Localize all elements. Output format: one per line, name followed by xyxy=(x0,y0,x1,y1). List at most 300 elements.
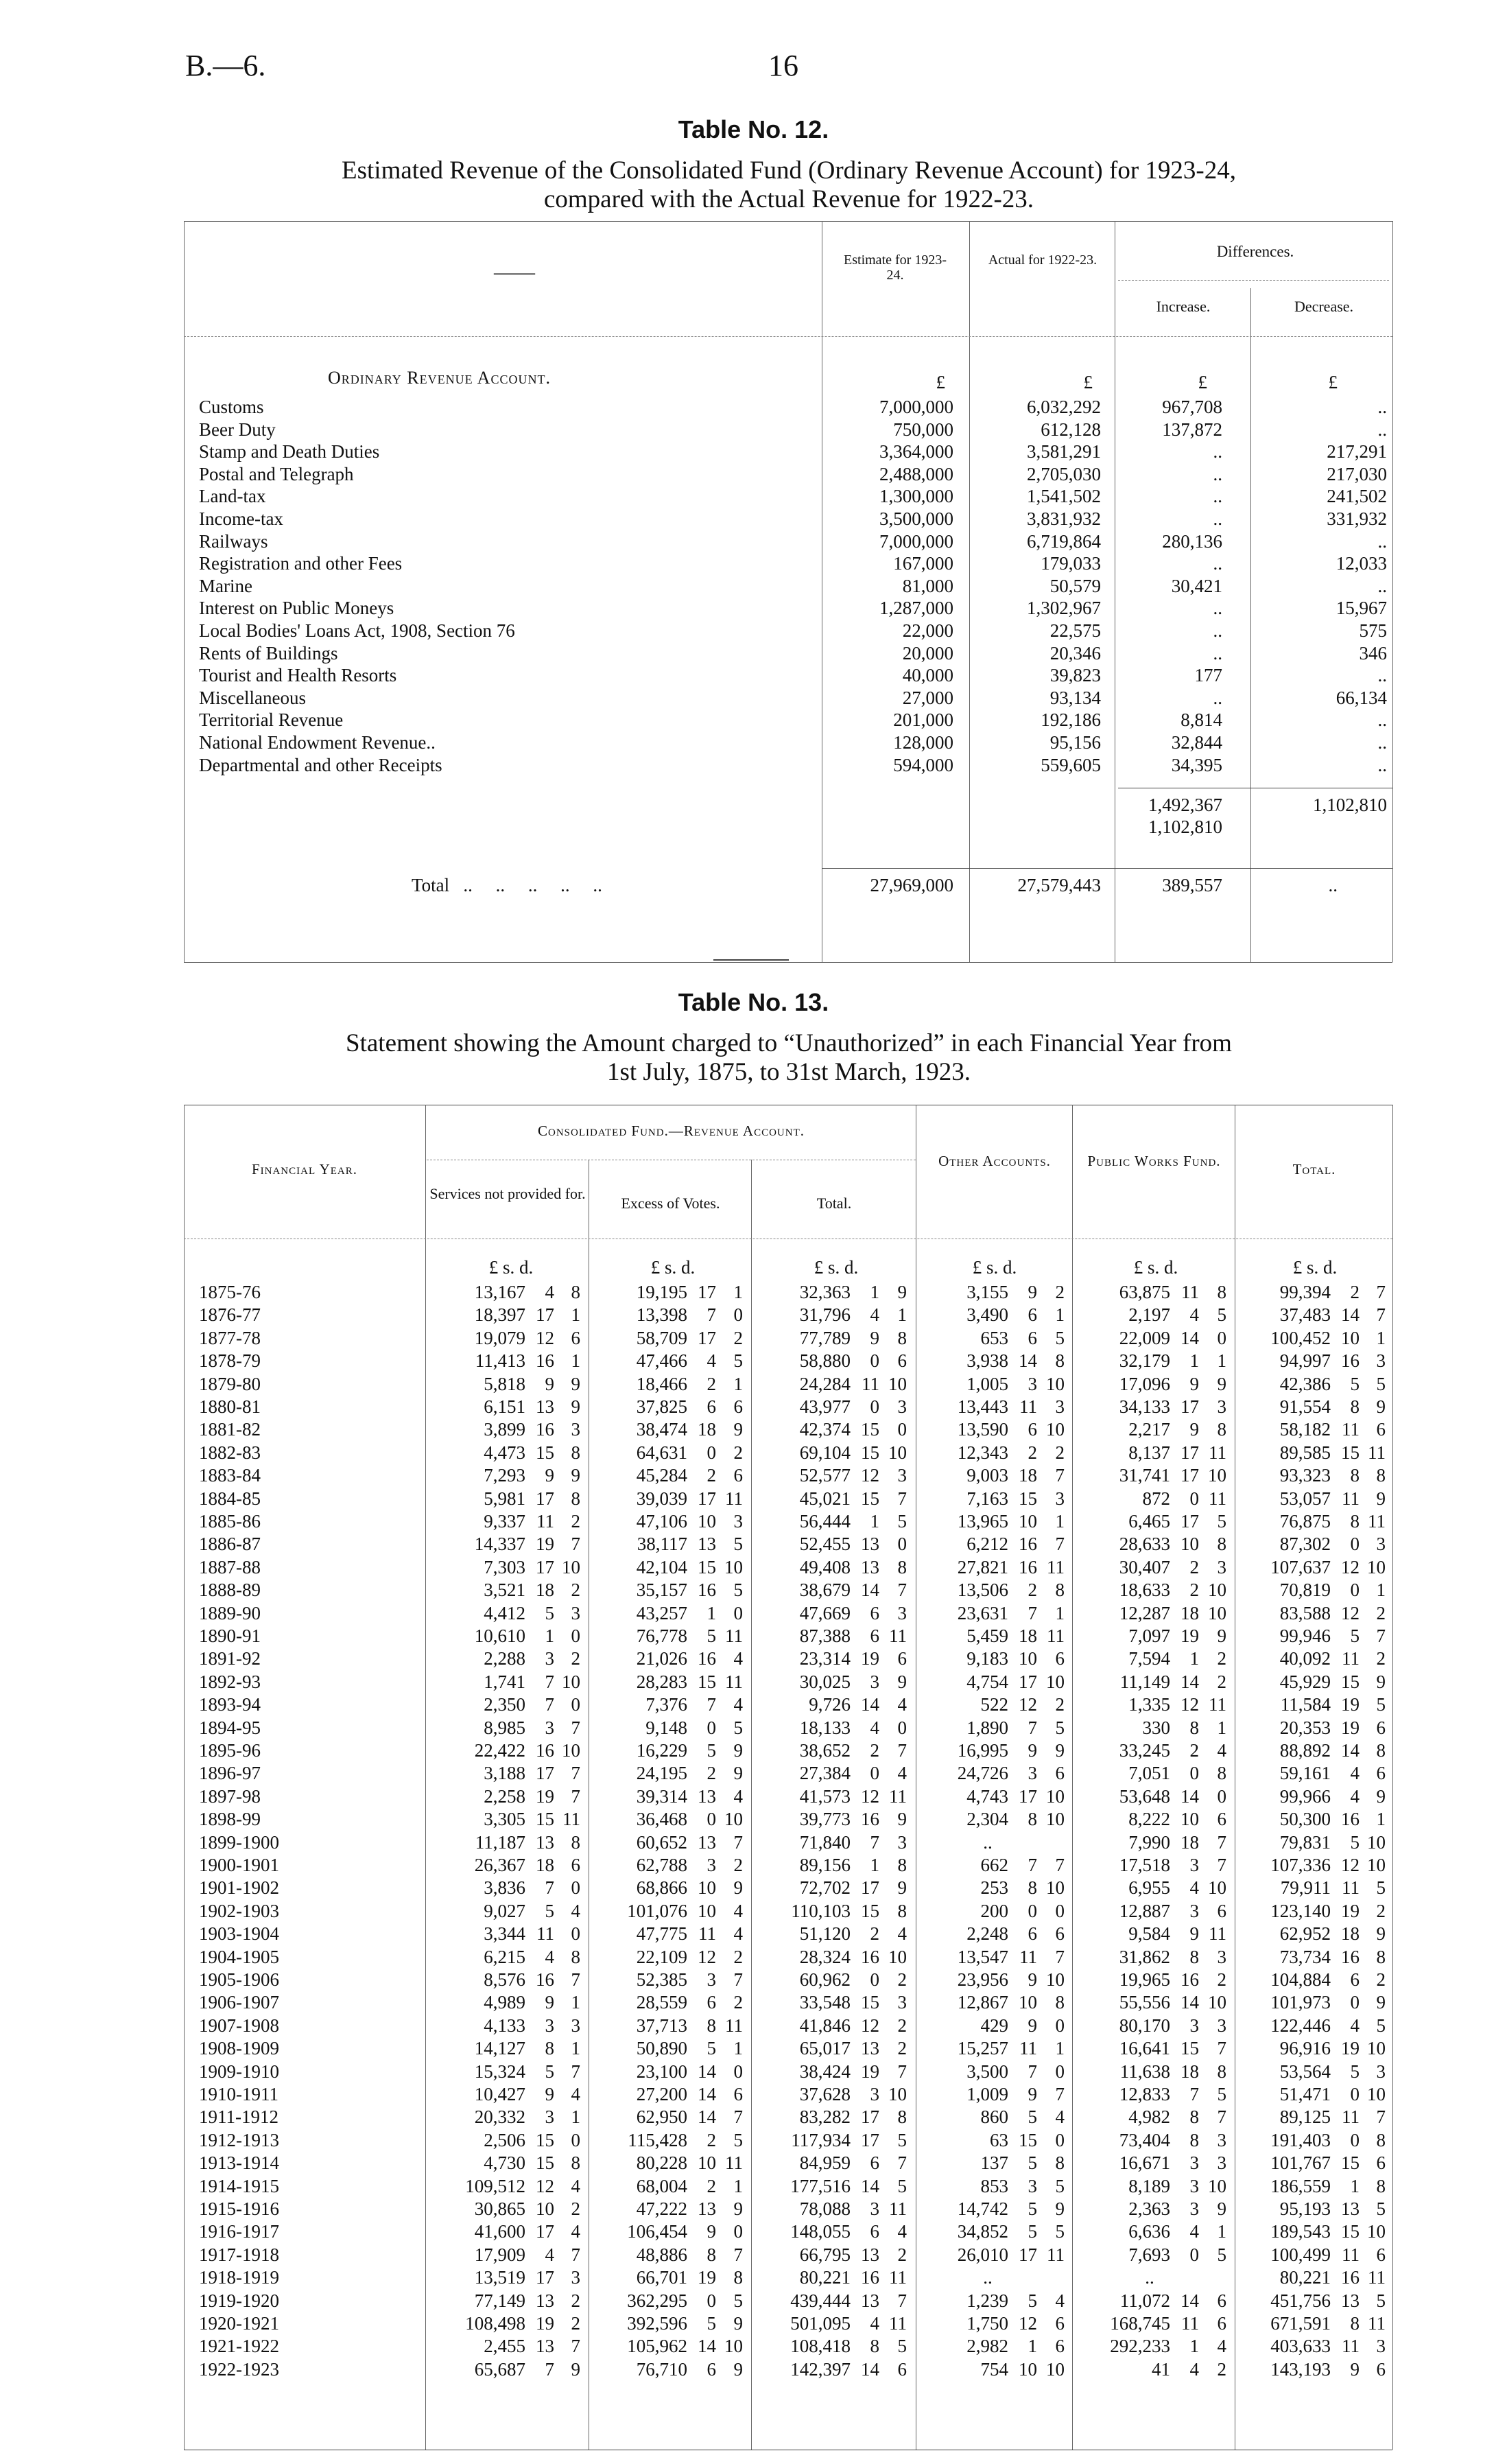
table13-cell: 0 xyxy=(870,1969,879,1990)
table13-cell: 23,314 xyxy=(799,1648,851,1669)
table13-cell: 1 xyxy=(545,1626,554,1646)
table13-cell: 30,865 xyxy=(474,2198,525,2219)
table13-cell: 1 xyxy=(870,1511,879,1532)
table13-cell: 8 xyxy=(1350,1465,1360,1486)
table12-cell-actual: 1,541,502 xyxy=(1027,486,1101,506)
table13-cell: 11 xyxy=(1342,1648,1360,1669)
table12-row-label: Departmental and other Receipts xyxy=(199,755,442,775)
table13-cell: 11 xyxy=(1342,2336,1360,2356)
table13-cell: 19 xyxy=(1341,1717,1360,1738)
table13-cell: 31,862 xyxy=(1119,1947,1170,1967)
table13-cell: 8 xyxy=(571,2152,580,2173)
table13-cell: 76,875 xyxy=(1279,1511,1331,1532)
table13-cell: 3 xyxy=(1217,1396,1226,1417)
table13-cell: 17 xyxy=(698,1488,716,1509)
table13-cell: 32,179 xyxy=(1119,1350,1170,1371)
table13-cell: 3 xyxy=(897,1832,907,1853)
table13-cell: 99,394 xyxy=(1279,1282,1331,1302)
table13-cell: 0 xyxy=(707,1809,716,1829)
table13-cell: 3 xyxy=(707,1855,716,1875)
table13-cell: 17 xyxy=(536,2221,554,2242)
table13-cell: 62,950 xyxy=(636,2107,687,2127)
table13-cell: 1 xyxy=(1189,1350,1199,1371)
table13-cell: 5 xyxy=(545,1603,554,1623)
table13-cell: 6 xyxy=(1376,2152,1386,2173)
table12-cell-actual: 559,605 xyxy=(1041,755,1101,775)
table13-cell: 2,506 xyxy=(484,2130,525,2150)
table12-cell-estimate: 7,000,000 xyxy=(879,397,953,417)
table13-cell: 21,026 xyxy=(636,1648,687,1669)
table13-cell: 10 xyxy=(1180,1809,1199,1829)
table13-cell: 11 xyxy=(698,1923,716,1944)
table13-cell: 7 xyxy=(571,2244,580,2265)
table13-cell: 0 xyxy=(733,1304,743,1325)
table13-cell: 16 xyxy=(861,2267,879,2288)
table13-cell: 5 xyxy=(733,2290,743,2311)
table13-cell: 9 xyxy=(1376,1488,1386,1509)
table12-total-rule xyxy=(822,868,1392,869)
table13-cell: 59,161 xyxy=(1279,1763,1331,1783)
table13-cell: 3 xyxy=(545,1648,554,1669)
table13-cell: 15 xyxy=(861,1442,879,1463)
table13-cell: 8 xyxy=(1217,2061,1226,2082)
table13-cell: 7 xyxy=(733,1969,743,1990)
table13-cell: 15 xyxy=(536,2152,554,2173)
table13-cell: 13 xyxy=(861,2038,879,2058)
table13-cell: 6,955 xyxy=(1128,1877,1170,1898)
table13-cell: 18 xyxy=(1019,1465,1037,1486)
table13-cell: 4 xyxy=(1350,1786,1360,1807)
table13-cell: 107,336 xyxy=(1270,1855,1331,1875)
table13-cell: 8 xyxy=(897,1855,907,1875)
table12-row-label: National Endowment Revenue.. xyxy=(199,732,436,753)
table13-year: 1897-98 xyxy=(199,1786,261,1807)
table13-cell: 10 xyxy=(1046,1374,1065,1394)
table13-year: 1906-1907 xyxy=(199,1992,279,2013)
table13-cell: 7,693 xyxy=(1128,2244,1170,2265)
table13-cell: 10 xyxy=(1367,1557,1386,1577)
table12-differences-rule xyxy=(1118,280,1389,281)
table13-cell: 7 xyxy=(545,1694,554,1715)
table13-cell: 0 xyxy=(571,2130,580,2150)
table13-cell: 7 xyxy=(1055,1855,1065,1875)
table13-cell: 1 xyxy=(571,1992,580,2013)
table13-year: 1875-76 xyxy=(199,1282,261,1302)
table13-cell: 70,819 xyxy=(1279,1580,1331,1600)
table13-cell: 14 xyxy=(1180,1328,1199,1348)
table13-cell: 15 xyxy=(1019,1488,1037,1509)
table13-cell: 7,990 xyxy=(1128,1832,1170,1853)
table13-cell: 2,197 xyxy=(1128,1304,1170,1325)
table13-cell: 9 xyxy=(733,1740,743,1761)
table12-row-label: Income-tax xyxy=(199,508,283,529)
table13-cell: 17 xyxy=(536,1557,554,1577)
table13-cell: 58,709 xyxy=(636,1328,687,1348)
table13-cell: 6 xyxy=(1028,1419,1037,1440)
table12-cell-estimate: 40,000 xyxy=(902,665,953,685)
table13-cell: 23,100 xyxy=(636,2061,687,2082)
table13-cell: 4,412 xyxy=(484,1603,525,1623)
table13-cell: 7 xyxy=(897,2061,907,2082)
table13-cell: 177,516 xyxy=(790,2176,851,2196)
table13-cell: 15 xyxy=(1341,1442,1360,1463)
table13-cell: 2 xyxy=(870,1740,879,1761)
table13-caption-line1: Statement showing the Amount charged to “Unauthorized” in each Financial Year from xyxy=(346,1029,1232,1057)
table12-col-rule xyxy=(1250,288,1251,962)
table13-cell: 0 xyxy=(571,1694,580,1715)
table13-cell: 0 xyxy=(707,1442,716,1463)
table13-cell: 19,965 xyxy=(1119,1969,1170,1990)
table13-cell: 65,687 xyxy=(474,2359,525,2380)
table12-col-decrease: Decrease. xyxy=(1294,298,1354,315)
table13-cell: 9 xyxy=(1028,2084,1037,2104)
table13-lsd: £ s. d. xyxy=(1292,1257,1338,1278)
table13-cell: 16 xyxy=(536,1969,554,1990)
table13-cell: 6 xyxy=(1217,2313,1226,2334)
table13-cell: 0 xyxy=(1055,1901,1065,1921)
table13-cell: 24,726 xyxy=(957,1763,1008,1783)
table13-cell: 2,258 xyxy=(484,1786,525,1807)
table13-cell: 2 xyxy=(733,1442,743,1463)
table12-col-rule xyxy=(969,221,970,962)
table13-cell: 83,282 xyxy=(799,2107,851,2127)
table12-cell-actual: 6,719,864 xyxy=(1027,531,1101,552)
table13-cell: 31,796 xyxy=(799,1304,851,1325)
table13-cell: 96,916 xyxy=(1279,2038,1331,2058)
table13-cell: 6,636 xyxy=(1128,2221,1170,2242)
table13-cell: 4,730 xyxy=(484,2152,525,2173)
table13-cell: 68,866 xyxy=(636,1877,687,1898)
table13-cell: 12 xyxy=(861,1786,879,1807)
table13-cell: 7,097 xyxy=(1128,1626,1170,1646)
table13-cell: 7 xyxy=(707,1304,716,1325)
table13-cell: 9 xyxy=(545,1992,554,2013)
table13-cell: 7 xyxy=(1055,1534,1065,1554)
table13-cell: 5,459 xyxy=(966,1626,1008,1646)
table12-cell-increase: .. xyxy=(1213,486,1222,506)
table13-cell: 5 xyxy=(897,2130,907,2150)
table13-cell: 9 xyxy=(571,1396,580,1417)
table13-cell: 5 xyxy=(897,1511,907,1532)
table13-cell: 62,788 xyxy=(636,1855,687,1875)
table13-cell: 13,547 xyxy=(957,1947,1008,1967)
table13-cell: 14 xyxy=(1019,1350,1037,1371)
table13-cell: 15 xyxy=(536,1442,554,1463)
table12-header-rule xyxy=(184,336,1392,337)
table13-cell: 7,163 xyxy=(966,1488,1008,1509)
table13-cell: 4 xyxy=(1189,2359,1199,2380)
table13-year: 1890-91 xyxy=(199,1626,261,1646)
table13-cell: 9 xyxy=(1376,1396,1386,1417)
table13-cell: 87,388 xyxy=(799,1626,851,1646)
table13-cell: 43,977 xyxy=(799,1396,851,1417)
table13-cell: 52,455 xyxy=(799,1534,851,1554)
table13-year: 1877-78 xyxy=(199,1328,261,1348)
table13-cell: 1 xyxy=(707,1603,716,1623)
table13-cell: 1 xyxy=(1376,1328,1386,1348)
table13-cell: 79,831 xyxy=(1279,1832,1331,1853)
table13-cell: 11,638 xyxy=(1119,2061,1170,2082)
table13-year: 1886-87 xyxy=(199,1534,261,1554)
table13-cell: 2 xyxy=(707,1465,716,1486)
table13-cell: 123,140 xyxy=(1270,1901,1331,1921)
table13-cell: 0 xyxy=(1217,1786,1226,1807)
table13-cell: 10 xyxy=(888,1374,907,1394)
table13-cell: 7 xyxy=(1376,1626,1386,1646)
table13-cell: 11 xyxy=(889,2267,907,2288)
table13-cell: 0 xyxy=(897,1534,907,1554)
table13-cell: 1 xyxy=(733,2038,743,2058)
table13-cell: 7 xyxy=(571,1717,580,1738)
table13-cell: 7 xyxy=(571,2336,580,2356)
table13-cell: 4 xyxy=(870,1304,879,1325)
table13-cell: 362,295 xyxy=(627,2290,687,2311)
table12-right-rule xyxy=(1392,221,1393,962)
table13-cell: 4 xyxy=(1189,2221,1199,2242)
table13-col-year: Financial Year. xyxy=(251,1161,358,1177)
table13-year: 1898-99 xyxy=(199,1809,261,1829)
table13-cell: 7 xyxy=(733,2244,743,2265)
table13-cell: 18,133 xyxy=(799,1717,851,1738)
table13-cell: 34,133 xyxy=(1119,1396,1170,1417)
table13-cell: 33,548 xyxy=(799,1992,851,2013)
table13-cell: 79,911 xyxy=(1280,1877,1331,1898)
table13-cell: 2 xyxy=(1028,1580,1037,1600)
table13-cell: 18 xyxy=(698,1419,716,1440)
table13-cell: 0 xyxy=(571,1877,580,1898)
table13-cell: 10 xyxy=(1367,2084,1386,2104)
table13-cell: 49,408 xyxy=(799,1557,851,1577)
table13-cell: 19 xyxy=(1341,1694,1360,1715)
table13-cell: 501,095 xyxy=(790,2313,851,2334)
table13-cell: 14 xyxy=(698,2107,716,2127)
table13-cell: 1 xyxy=(1376,1580,1386,1600)
table13-cell: 8 xyxy=(1376,2130,1386,2150)
table13-cell: 7 xyxy=(1028,1855,1037,1875)
table12-title: Table No. 12. xyxy=(678,115,829,143)
table13-cell: 7 xyxy=(897,1580,907,1600)
table12-cell-decrease: 575 xyxy=(1359,620,1387,641)
table13-cell: 191,403 xyxy=(1270,2130,1331,2150)
table13-cell: 11 xyxy=(725,2152,743,2173)
table13-cell: 12 xyxy=(698,1947,716,1967)
table13-cell: 13,965 xyxy=(957,1511,1008,1532)
table13-year: 1917-1918 xyxy=(199,2244,279,2265)
table13-cell: 2 xyxy=(1376,1648,1386,1669)
table13-cell: 1 xyxy=(897,1304,907,1325)
table12-cell-decrease: 15,967 xyxy=(1336,598,1387,618)
table13-cell: 8 xyxy=(1055,1992,1065,2013)
table13-cell: 7 xyxy=(733,2107,743,2127)
table13-cell: 7,594 xyxy=(1128,1648,1170,1669)
table13-cell: 30,407 xyxy=(1119,1557,1170,1577)
table13-cell: 89,585 xyxy=(1279,1442,1331,1463)
table13-cell: 13 xyxy=(536,1396,554,1417)
table13-cell: 38,117 xyxy=(637,1534,687,1554)
table13-cell: 143,193 xyxy=(1270,2359,1331,2380)
table13-cell: 13 xyxy=(1341,2198,1360,2219)
table13-cell: 13 xyxy=(698,1786,716,1807)
table13-cell: 37,483 xyxy=(1279,1304,1331,1325)
table13-cell: 5 xyxy=(707,2313,716,2334)
table13-cell: 3 xyxy=(1189,2176,1199,2196)
table13-cell: 7 xyxy=(1376,1304,1386,1325)
table13-cell: 6 xyxy=(1217,1901,1226,1921)
table13-cell: 7 xyxy=(707,1694,716,1715)
table13-cell: 11 xyxy=(536,1511,554,1532)
table13-cell: 5 xyxy=(707,1626,716,1646)
table13-cell: 4,989 xyxy=(484,1992,525,2013)
table12-cell-estimate: 1,300,000 xyxy=(879,486,953,506)
table13-cell: 8 xyxy=(1189,1717,1199,1738)
table13-lsd: £ s. d. xyxy=(814,1257,859,1278)
table13-cell: 16 xyxy=(861,1809,879,1829)
table13-cell: 11 xyxy=(1342,1877,1360,1898)
table12-cell-actual: 93,134 xyxy=(1049,688,1101,708)
table13-cell: 11 xyxy=(1181,2313,1199,2334)
table13-cell: 16 xyxy=(1019,1534,1037,1554)
table13-col-pwf: Public Works Fund. xyxy=(1087,1153,1221,1169)
table13-cell: 18 xyxy=(1180,1603,1199,1623)
table13-cell: 2 xyxy=(571,2198,580,2219)
table12-cell-estimate: 750,000 xyxy=(893,419,953,440)
table13-cell: 5 xyxy=(545,2061,554,2082)
table13-year: 1904-1905 xyxy=(199,1947,279,1967)
table13-cell: 1 xyxy=(1376,1809,1386,1829)
table13-cell: 0 xyxy=(733,2061,743,2082)
table12-cell-actual: 20,346 xyxy=(1049,643,1101,664)
table13-cell: 2 xyxy=(733,1855,743,1875)
table13-cell: 18 xyxy=(536,1855,554,1875)
table13-cell: 17 xyxy=(1180,1465,1199,1486)
table13-cell: 0 xyxy=(897,1717,907,1738)
table13-cell: 28,633 xyxy=(1119,1534,1170,1554)
table13-year: 1913-1914 xyxy=(199,2152,279,2173)
table13-cell: 10 xyxy=(1208,1877,1226,1898)
table13-cell: 9,337 xyxy=(484,1511,525,1532)
table12-cell-decrease: 331,932 xyxy=(1327,508,1387,529)
table13-cell: 2,304 xyxy=(966,1809,1008,1829)
table13-cell: 19 xyxy=(861,2061,879,2082)
table13-cell: 0 xyxy=(1055,2061,1065,2082)
table13-cell: 63 xyxy=(990,2130,1008,2150)
table13-cell: 10 xyxy=(698,1877,716,1898)
table13-cell: 10 xyxy=(1208,1603,1226,1623)
table13-cell: 10 xyxy=(888,1442,907,1463)
table13-cell: 6 xyxy=(1217,2290,1226,2311)
table13-cell: 41,846 xyxy=(799,2015,851,2036)
table13-cell: 2 xyxy=(1217,1969,1226,1990)
table13-cell: 0 xyxy=(707,2290,716,2311)
table13-cell: 16 xyxy=(861,1947,879,1967)
table13-cell: 9 xyxy=(733,2359,743,2380)
table13-cell: 2 xyxy=(707,1763,716,1783)
table13-cell: 11 xyxy=(1181,1282,1199,1302)
table13-cell: 42,386 xyxy=(1279,1374,1331,1394)
table13-year: 1908-1909 xyxy=(199,2038,279,2058)
table13-cell: 53,648 xyxy=(1119,1786,1170,1807)
table13-cell: 16,995 xyxy=(957,1740,1008,1761)
table13-cell: 10 xyxy=(1046,1877,1065,1898)
table13-cell: 2 xyxy=(897,1969,907,1990)
table13-cell: 11 xyxy=(725,1626,743,1646)
table13-cell: 5 xyxy=(733,2130,743,2150)
table13-cell: 3 xyxy=(1028,1374,1037,1394)
table13-cell: 39,039 xyxy=(636,1488,687,1509)
table13-cell: 122,446 xyxy=(1270,2015,1331,2036)
table13-cell: 1 xyxy=(1028,2336,1037,2356)
table13-cell: 5 xyxy=(1350,2061,1360,2082)
table13-cell: 13,443 xyxy=(957,1396,1008,1417)
table13-cell: 11 xyxy=(889,1786,907,1807)
table13-cell: 7 xyxy=(545,2359,554,2380)
table13-cell: 100,452 xyxy=(1270,1328,1331,1348)
table13-cell: 26,010 xyxy=(957,2244,1008,2265)
table13-cell: 2 xyxy=(1189,1740,1199,1761)
table13-cell: 17,909 xyxy=(474,2244,525,2265)
table13-cell: 7 xyxy=(545,1877,554,1898)
table13-cell: 6 xyxy=(897,1648,907,1669)
table13-cell: 89,156 xyxy=(799,1855,851,1875)
table13-cell: 101,767 xyxy=(1270,2152,1331,2173)
table13-cell: 4 xyxy=(897,1694,907,1715)
table13-cell: 11 xyxy=(1209,1488,1226,1509)
table13-cell: 1 xyxy=(1217,1717,1226,1738)
table13-col-total: Total. xyxy=(1292,1161,1336,1177)
table13-cell: 6 xyxy=(733,1465,743,1486)
table13-cell: 17 xyxy=(536,1763,554,1783)
table13-cell: 853 xyxy=(980,2176,1008,2196)
table13-year: 1887-88 xyxy=(199,1557,261,1577)
table13-cell: 9 xyxy=(1376,1671,1386,1692)
table13-cell: 5 xyxy=(1376,1374,1386,1394)
table13-cell: 100,499 xyxy=(1270,2244,1331,2265)
table13-cell: 15 xyxy=(1019,2130,1037,2150)
table13-cell: 45,929 xyxy=(1279,1671,1331,1692)
table12-row-label: Postal and Telegraph xyxy=(199,464,354,484)
table13-cell: 47,466 xyxy=(636,1350,687,1371)
table13-cell: 45,021 xyxy=(799,1488,851,1509)
table13-cell: 2,248 xyxy=(966,1923,1008,1944)
table13-cell: 11,584 xyxy=(1280,1694,1331,1715)
table13-cell: 65,017 xyxy=(799,2038,851,2058)
table13-cell: 6 xyxy=(707,2359,716,2380)
table13-cell: 4 xyxy=(545,2244,554,2265)
table-separator xyxy=(713,959,789,961)
table13-cell: 8 xyxy=(545,2038,554,2058)
table13-cell: 10 xyxy=(536,2198,554,2219)
table13-cell: 0 xyxy=(1189,2244,1199,2265)
table13-cell: 5 xyxy=(707,2038,716,2058)
table13-cell: 0 xyxy=(1217,1328,1226,1348)
table13-cell: 10 xyxy=(1046,1809,1065,1829)
table13-cell: 9 xyxy=(1376,1923,1386,1944)
table13-cell: 47,669 xyxy=(799,1603,851,1623)
table13-cell: 6 xyxy=(1028,1328,1037,1348)
table13-cell: 4 xyxy=(571,2221,580,2242)
table13-cell: 6 xyxy=(870,2221,879,2242)
table13-cell: 11 xyxy=(1047,2244,1065,2265)
table13-cell: 0 xyxy=(1350,2084,1360,2104)
table13-cell: 50,300 xyxy=(1279,1809,1331,1829)
table13-cell: 13 xyxy=(1341,2290,1360,2311)
table13-cell: 13 xyxy=(698,1832,716,1853)
table13-cell: 2 xyxy=(1055,1442,1065,1463)
table13-cell: 3 xyxy=(1376,1350,1386,1371)
table13-cell: 18,397 xyxy=(474,1304,525,1325)
table13-cell: 2 xyxy=(1350,1282,1360,1302)
table13-cell: 9,183 xyxy=(966,1648,1008,1669)
